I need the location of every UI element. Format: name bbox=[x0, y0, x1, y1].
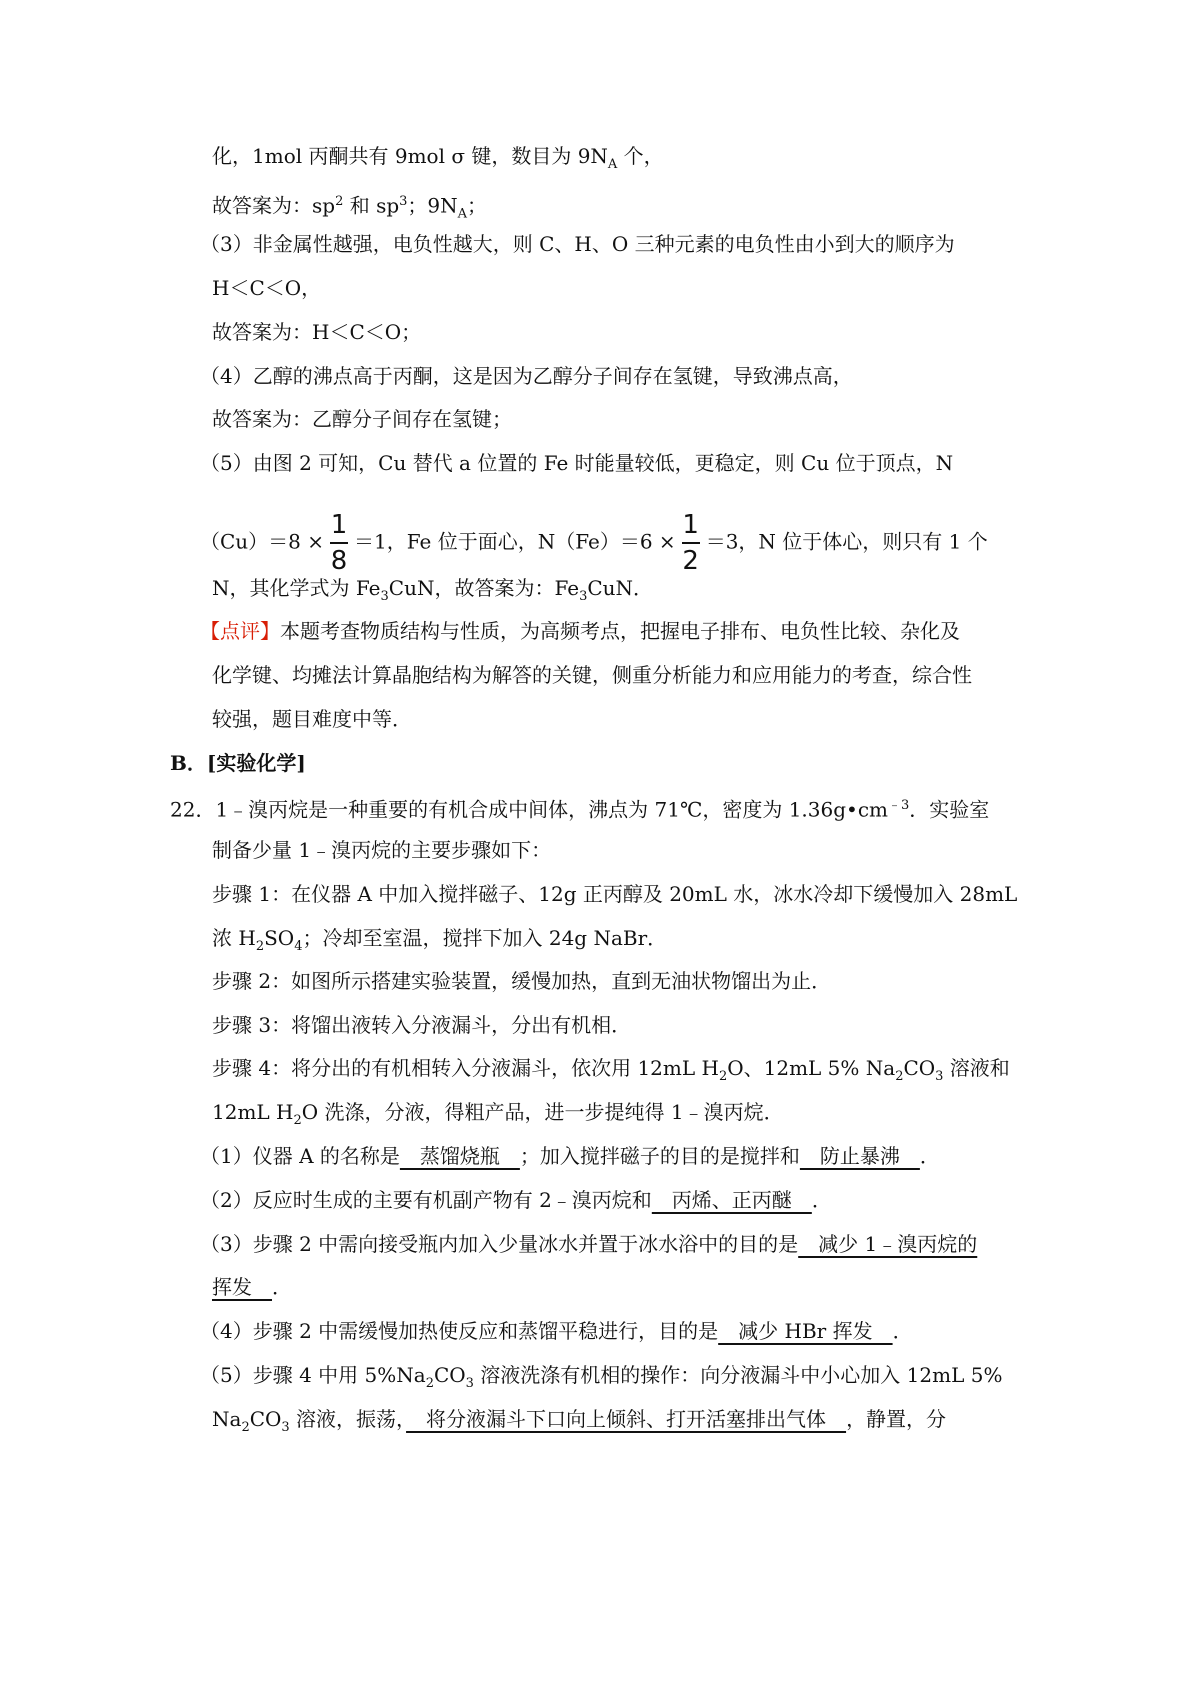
text-run: （4）步骤 2 中需缓慢加热使反应和蒸馏平稳进行，目的是 bbox=[200, 1319, 719, 1343]
text-run: 2 bbox=[425, 1376, 434, 1391]
answer-blank: 丙烯、正丙醚 bbox=[651, 1188, 812, 1212]
text-run: （2）反应时生成的主要有机副产物有 2﹣溴丙烷和 bbox=[200, 1188, 652, 1212]
text-line-l17 bbox=[212, 880, 1020, 908]
text-run: 12mL H bbox=[212, 1100, 294, 1124]
text-line-l20 bbox=[212, 1011, 1020, 1039]
text-run: SO bbox=[264, 926, 295, 950]
text-line-l24 bbox=[200, 1186, 1020, 1214]
text-run: （Cu）＝8 × bbox=[200, 529, 325, 554]
text-run: 和 sp bbox=[343, 193, 400, 218]
text-run: ． bbox=[892, 1319, 913, 1343]
comment-label: 【点评】 bbox=[200, 619, 280, 643]
text-run: 3 bbox=[380, 589, 389, 604]
text-run: 故答案为：乙醇分子间存在氢键； bbox=[212, 407, 512, 431]
answer-blank: 防止暴沸 bbox=[799, 1144, 920, 1168]
text-run: ；加入搅拌磁子的目的是搅拌和 bbox=[519, 1144, 800, 1168]
text-run: ． bbox=[272, 1275, 292, 1299]
fraction bbox=[682, 510, 700, 576]
text-line-l25 bbox=[200, 1230, 1020, 1258]
text-line-l10 bbox=[212, 574, 1020, 611]
text-run: （4）乙醇的沸点高于丙酮，这是因为乙醇分子间存在氢键，导致沸点高， bbox=[200, 364, 853, 388]
text-line-l29 bbox=[212, 1405, 1020, 1442]
text-run: ．实验室 bbox=[909, 797, 990, 822]
text-line-l3 bbox=[200, 230, 1020, 258]
text-line-l13 bbox=[212, 705, 1020, 733]
text-run: 溶液，振荡， bbox=[289, 1407, 407, 1431]
fraction-denominator: 8 bbox=[330, 546, 348, 576]
text-run: 3 bbox=[399, 194, 408, 209]
text-run: CO bbox=[433, 1363, 466, 1387]
text-line-l12 bbox=[212, 661, 1020, 689]
text-run: A bbox=[457, 206, 468, 222]
text-run: CuN． bbox=[587, 576, 654, 600]
text-line-l1 bbox=[212, 142, 1020, 179]
text-line-l27 bbox=[200, 1317, 1020, 1345]
text-run: ． bbox=[919, 1144, 940, 1168]
text-run: 步骤 4：将分出的有机相转入分液漏斗，依次用 12mL H bbox=[212, 1056, 719, 1080]
text-run: CO bbox=[903, 1056, 936, 1080]
text-line-l14 bbox=[170, 749, 1020, 777]
text-line-l26 bbox=[212, 1273, 1020, 1301]
text-line-l23 bbox=[200, 1142, 1020, 1170]
text-run: （5）步骤 4 中用 5%Na bbox=[200, 1363, 426, 1387]
text-run: 步骤 1：在仪器 A 中加入搅拌磁子、12g 正丙醇及 20mL 水，冰水冷却下缓慢加入 28mL bbox=[212, 882, 1018, 906]
text-line-l21 bbox=[212, 1054, 1020, 1091]
text-run: CuN，故答案为：Fe bbox=[388, 576, 580, 600]
text-run: 制备少量 1﹣溴丙烷的主要步骤如下： bbox=[212, 838, 552, 862]
text-run: N，其化学式为 Fe bbox=[212, 576, 381, 600]
text-run: H＜C＜O， bbox=[212, 276, 322, 300]
text-line-l28 bbox=[200, 1361, 1020, 1398]
text-run: CO bbox=[249, 1407, 282, 1431]
text-run: ＝1，Fe 位于面心，N（Fe）＝6 × bbox=[354, 529, 676, 554]
text-run: （1）仪器 A 的名称是 bbox=[200, 1144, 400, 1168]
text-run: （3）步骤 2 中需向接受瓶内加入少量冰水并置于冰水浴中的目的是 bbox=[200, 1232, 799, 1256]
text-line-l2 bbox=[212, 188, 1020, 229]
text-run: 化，1mol 丙酮共有 9mol σ 键，数目为 9N bbox=[212, 144, 608, 168]
text-run: 2 bbox=[255, 939, 265, 954]
text-line-l7 bbox=[212, 405, 1020, 433]
text-run: 2 bbox=[718, 1069, 728, 1084]
text-run: 22．1﹣溴丙烷是一种重要的有机合成中间体，沸点为 71℃，密度为 1.36g•cm bbox=[170, 797, 889, 822]
text-run: 溶液洗涤有机相的操作：向分液漏斗中小心加入 12mL 5% bbox=[473, 1363, 1003, 1387]
answer-blank: 挥发 bbox=[212, 1275, 272, 1299]
text-run: Na bbox=[212, 1407, 242, 1431]
text-run: 故答案为：sp bbox=[212, 193, 336, 218]
text-run: 3 bbox=[465, 1376, 474, 1391]
text-run: （3）非金属性越强，电负性越大，则 C、H、O 三种元素的电负性由小到大的顺序为 bbox=[200, 232, 955, 256]
fraction-numerator: 1 bbox=[330, 510, 348, 540]
text-line-l9 bbox=[200, 510, 1020, 576]
text-run: O、12mL 5% Na bbox=[727, 1056, 896, 1080]
text-run: 2 bbox=[895, 1069, 904, 1084]
text-run: 3 bbox=[281, 1420, 290, 1435]
text-run: 浓 H bbox=[212, 926, 256, 950]
text-run: O 洗涤，分液，得粗产品，进一步提纯得 1﹣溴丙烷． bbox=[301, 1100, 784, 1124]
answer-blank: 蒸馏烧瓶 bbox=[399, 1144, 520, 1168]
text-run: 步骤 2：如图所示搭建实验装置，缓慢加热，直到无油状物馏出为止． bbox=[212, 969, 832, 993]
text-line-l16 bbox=[212, 836, 1020, 864]
fraction-numerator: 1 bbox=[682, 510, 699, 540]
fraction-denominator: 2 bbox=[682, 546, 699, 576]
text-run: 2 bbox=[293, 1113, 302, 1128]
text-run: B．[实验化学] bbox=[170, 751, 306, 775]
answer-blank: 减少 1﹣溴丙烷的 bbox=[798, 1232, 978, 1256]
text-line-l22 bbox=[212, 1098, 1020, 1135]
text-run: 故答案为：H＜C＜O； bbox=[212, 320, 422, 344]
text-run: 个， bbox=[617, 144, 664, 168]
answer-blank: 将分液漏斗下口向上倾斜、打开活塞排出气体 bbox=[406, 1407, 847, 1431]
text-run: 2 bbox=[335, 194, 344, 209]
text-run: 3 bbox=[579, 589, 588, 604]
text-line-l4 bbox=[212, 274, 1020, 302]
text-run: ． bbox=[811, 1188, 832, 1212]
text-line-l18 bbox=[212, 924, 1020, 961]
text-line-l6 bbox=[200, 362, 1020, 390]
fraction bbox=[330, 510, 348, 576]
text-run: 2 bbox=[241, 1420, 250, 1435]
text-run: A bbox=[607, 157, 618, 172]
text-run: ；9N bbox=[407, 193, 458, 218]
text-line-l11 bbox=[200, 617, 1020, 645]
text-run: 步骤 3：将馏出液转入分液漏斗，分出有机相． bbox=[212, 1013, 632, 1037]
text-run: ﹣3 bbox=[888, 798, 910, 813]
text-run: 化学键、均摊法计算晶胞结构为解答的关键，侧重分析能力和应用能力的考查，综合性 bbox=[212, 663, 972, 687]
text-run: 溶液和 bbox=[943, 1056, 1010, 1080]
text-run: ；冷却至室温，搅拌下加入 24g NaBr． bbox=[302, 926, 668, 950]
text-run: 4 bbox=[294, 939, 303, 954]
text-run: （5）由图 2 可知，Cu 替代 a 位置的 Fe 时能量较低，更稳定，则 Cu 位于顶点，N bbox=[200, 451, 954, 475]
text-line-l15 bbox=[170, 792, 1020, 824]
text-run: 本题考查物质结构与性质，为高频考点，把握电子排布、电负性比较、杂化及 bbox=[280, 619, 960, 643]
answer-blank: 减少 HBr 挥发 bbox=[718, 1319, 893, 1343]
text-run: ； bbox=[467, 193, 488, 218]
text-run: 3 bbox=[935, 1069, 944, 1084]
text-run: ，静置，分 bbox=[846, 1407, 947, 1431]
text-line-l19 bbox=[212, 967, 1020, 995]
text-line-l8 bbox=[200, 449, 1020, 477]
text-line-l5 bbox=[212, 318, 1020, 346]
text-run: 较强，题目难度中等． bbox=[212, 707, 412, 731]
text-run: ＝3，N 位于体心，则只有 1 个 bbox=[705, 529, 988, 554]
